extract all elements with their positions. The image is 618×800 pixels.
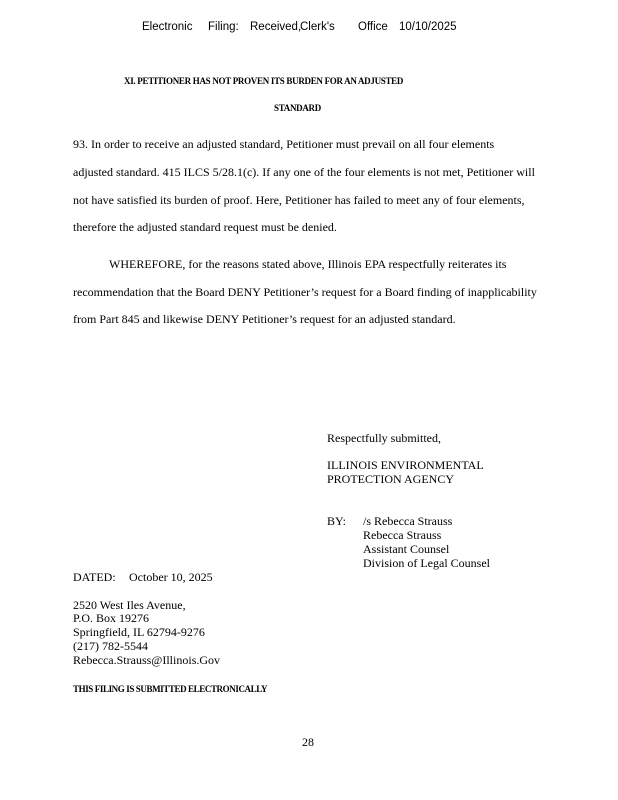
agency-line2: PROTECTION AGENCY	[327, 472, 455, 486]
paragraph-line: recommendation that the Board DENY Petitioner’s request for a Board finding of inapplicability	[73, 285, 537, 299]
dated-label: DATED:	[73, 570, 116, 584]
attorney-division: Division of Legal Counsel	[363, 556, 490, 570]
section-heading-line2: STANDARD	[274, 103, 321, 113]
address-email: Rebecca.Strauss@Illinois.Gov	[73, 653, 221, 667]
paragraph-line: therefore the adjusted standard request must be denied.	[73, 220, 337, 234]
agency-line1: ILLINOIS ENVIRONMENTAL	[327, 458, 484, 472]
paragraph-line: 93. In order to receive an adjusted standard, Petitioner must prevail on all four elements	[73, 137, 495, 151]
dated-date: October 10, 2025	[129, 570, 213, 584]
electronic-filing-notice: THIS FILING IS SUBMITTED ELECTRONICALLY	[73, 684, 268, 694]
signed-name: /s Rebecca Strauss	[363, 514, 453, 528]
address-city: Springfield, IL 62794-9276	[73, 625, 205, 639]
paragraph-line: from Part 845 and likewise DENY Petitioner’s request for an adjusted standard.	[73, 312, 456, 326]
paragraph-line: adjusted standard. 415 ILCS 5/28.1(c). If any one of the four elements is not met, Petitioner will	[73, 165, 535, 179]
header-date: 10/10/2025	[399, 21, 457, 33]
header-clerks: Clerk's	[300, 21, 335, 33]
address-pobox: P.O. Box 19276	[73, 611, 150, 625]
closing: Respectfully submitted,	[327, 431, 441, 445]
address-phone: (217) 782-5544	[73, 639, 148, 653]
paragraph-line: WHEREFORE, for the reasons stated above, Illinois EPA respectfully reiterates its	[109, 257, 507, 271]
header-received: Received,	[250, 21, 302, 33]
attorney-name: Rebecca Strauss	[363, 528, 442, 542]
address-street: 2520 West Iles Avenue,	[73, 598, 186, 612]
header-electronic: Electronic	[142, 21, 193, 33]
paragraph-line: not have satisfied its burden of proof. Here, Petitioner has failed to meet any of four elements,	[73, 193, 525, 207]
header-office: Office	[358, 21, 388, 33]
attorney-title: Assistant Counsel	[363, 542, 450, 556]
by-label: BY:	[327, 514, 346, 528]
page-number: 28	[302, 735, 314, 749]
header-filing: Filing:	[208, 21, 239, 33]
section-heading-line1: XI. PETITIONER HAS NOT PROVEN ITS BURDEN FOR AN ADJUSTED	[124, 76, 404, 86]
